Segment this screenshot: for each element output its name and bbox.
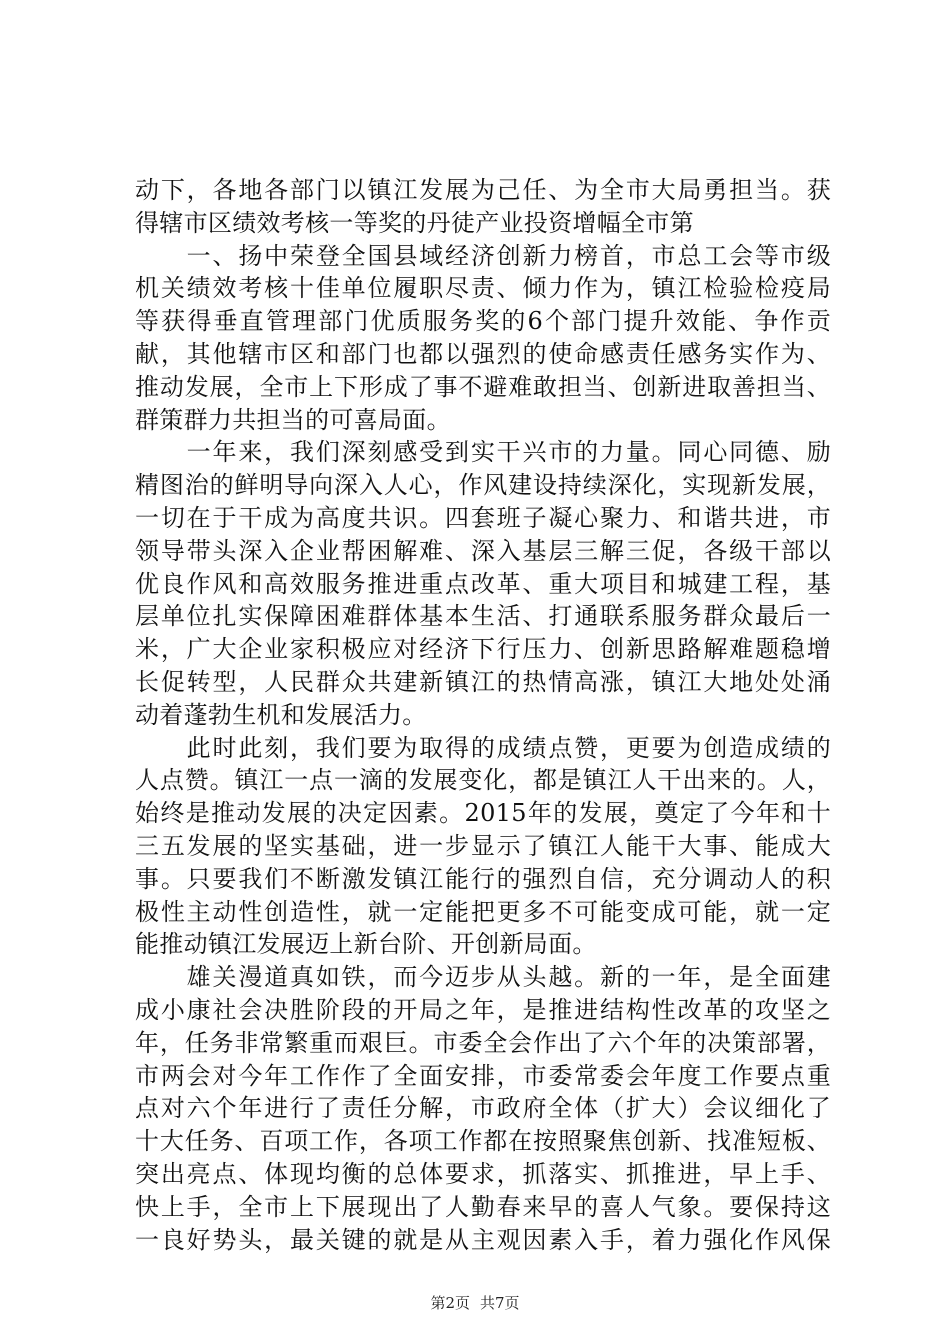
text-line: 动下，各地各部门以镇江发展为己任、为全市大局勇担当。获	[135, 176, 831, 204]
text-line: 十大任务、百项工作，各项工作都在按照聚焦创新、找准短板、	[135, 1127, 831, 1156]
text-line: 能推动镇江发展迈上新台阶、开创新局面。	[135, 930, 597, 959]
text-line: 成小康社会决胜阶段的开局之年，是推进结构性改革的攻坚之	[135, 995, 831, 1024]
text-line: 推动发展，全市上下形成了事不避难敢担当、创新进取善担当、	[135, 372, 831, 401]
text-line: 群策群力共担当的可喜局面。	[135, 405, 451, 434]
text-line: 精图治的鲜明导向深入人心，作风建设持续深化，实现新发展，	[135, 471, 831, 500]
text-line: 年，任务非常繁重而艰巨。市委全会作出了六个年的决策部署，	[135, 1028, 831, 1057]
page-footer	[0, 1293, 950, 1313]
text-line: 快上手，全市上下展现出了人勤春来早的喜人气象。要保持这	[135, 1192, 831, 1221]
text-line: 一切在于干成为高度共识。四套班子凝心聚力、和谐共进，市	[135, 503, 831, 532]
body-text	[135, 174, 831, 1256]
text-line: 三五发展的坚实基础，进一步显示了镇江人能干大事、能成大	[135, 831, 831, 860]
text-line: 动着蓬勃生机和发展活力。	[135, 700, 427, 729]
text-line: 一、扬中荣登全国县域经济创新力榜首，市总工会等市级	[135, 241, 831, 270]
page-number: 第2页	[430, 1294, 470, 1312]
text-line: 献，其他辖市区和部门也都以强烈的使命感责任感务实作为、	[135, 339, 831, 368]
text-line: 雄关漫道真如铁，而今迈步从头越。新的一年，是全面建	[135, 963, 831, 992]
text-line: 事。只要我们不断激发镇江能行的强烈自信，充分调动人的积	[135, 864, 831, 893]
text-line: 市两会对今年工作作了全面安排，市委常委会年度工作要点重	[135, 1061, 831, 1090]
text-line: 此时此刻，我们要为取得的成绩点赞，更要为创造成绩的	[135, 733, 831, 762]
page-total: 共7页	[480, 1294, 520, 1312]
text-line: 米，广大企业家积极应对经济下行压力、创新思路解难题稳增	[135, 635, 831, 664]
text-line: 机关绩效考核十佳单位履职尽责、倾力作为，镇江检验检疫局	[135, 274, 831, 303]
text-line: 极性主动性创造性，就一定能把更多不可能变成可能，就一定	[135, 897, 831, 926]
text-line: 长促转型，人民群众共建新镇江的热情高涨，镇江大地处处涌	[135, 667, 831, 696]
text-line: 点对六个年进行了责任分解，市政府全体（扩大）会议细化了	[135, 1094, 831, 1123]
text-line: 优良作风和高效服务推进重点改革、重大项目和城建工程，基	[135, 569, 831, 598]
text-line: 突出亮点、体现均衡的总体要求，抓落实、抓推进，早上手、	[135, 1159, 831, 1188]
text-line: 层单位扎实保障困难群体基本生活、打通联系服务群众最后一	[135, 602, 831, 631]
text-line: 等获得垂直管理部门优质服务奖的6个部门提升效能、争作贡	[135, 307, 831, 336]
text-line: 得辖市区绩效考核一等奖的丹徒产业投资增幅全市第	[135, 208, 694, 237]
text-line: 始终是推动发展的决定因素。2015年的发展，奠定了今年和十	[135, 799, 831, 828]
text-line: 人点赞。镇江一点一滴的发展变化，都是镇江人干出来的。人，	[135, 766, 831, 795]
text-line: 领导带头深入企业帮困解难、深入基层三解三促，各级干部以	[135, 536, 831, 565]
text-line: 一年来，我们深刻感受到实干兴市的力量。同心同德、励	[135, 438, 831, 467]
text-line: 一良好势头，最关键的就是从主观因素入手，着力强化作风保	[135, 1225, 831, 1254]
